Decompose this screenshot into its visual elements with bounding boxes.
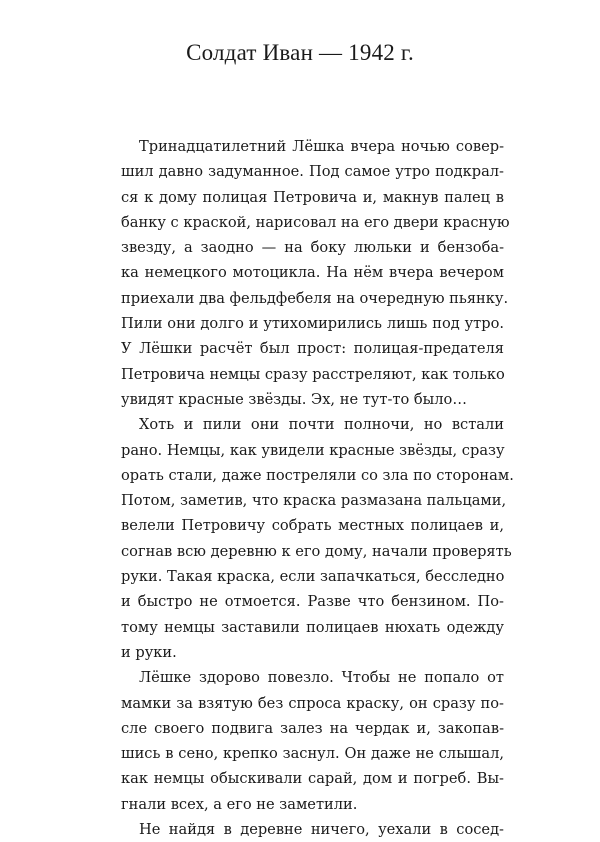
text-line: ся к дому полицая Петровича и, макнув палец в [121, 188, 504, 206]
text-line: Петровича немцы сразу расстреляют, как только [121, 365, 505, 383]
text-line: шил давно задуманное. Под самое утро подкрал- [121, 163, 504, 181]
body-text [121, 134, 514, 842]
text-line: Тринадцатилетний Лёшка вчера ночью совер- [139, 138, 504, 155]
text-line: рано. Немцы, как увидели красные звёзды, сразу [121, 441, 505, 459]
text-line: звезду, а заодно — на боку люльки и бензоба- [121, 239, 504, 257]
text-line: гнали всех, а его не заметили. [121, 795, 358, 813]
text-line: приехали два фельдфебеля на очередную пьянку. [121, 289, 509, 307]
text-line: банку с краской, нарисовал на его двери красную [121, 213, 510, 231]
text-line: ка немецкого мотоцикла. На нём вчера вечером [121, 264, 504, 282]
text-line: согнав всю деревню к его дому, начали проверять [121, 542, 512, 560]
text-line: шись в сено, крепко заснул. Он даже не слышал, [121, 745, 504, 763]
text-line: руки. Такая краска, если запачкаться, бесследно [121, 568, 505, 586]
text-line: мамки за взятую без спроса краску, он сразу по- [121, 694, 504, 712]
text-line: Потом, заметив, что краска размазана пальцами, [121, 492, 507, 510]
text-line: и быстро не отмоется. Разве что бензином. По- [121, 593, 504, 611]
chapter-title: Солдат Иван — 1942 г. [186, 40, 414, 65]
text-line: У Лёшки расчёт был прост: полицая-предателя [121, 340, 504, 358]
text-line: сле своего подвига залез на чердак и, закопав- [121, 719, 504, 737]
text-line: орать стали, даже постреляли со зла по сторонам. [121, 466, 514, 484]
text-line: как немцы обыскивали сарай, дом и погреб. Вы- [121, 770, 504, 788]
text-line: Хоть и пили они почти полночи, но встали [139, 416, 504, 434]
text-line: Лёшке здорово повезло. Чтобы не попало от [139, 669, 504, 687]
text-line: увидят красные звёзды. Эх, не тут-то было… [121, 390, 467, 408]
text-line: Пили они долго и утихомирились лишь под утро. [121, 315, 504, 333]
text-line: Не найдя в деревне ничего, уехали в сосед- [139, 821, 504, 839]
text-line: велели Петровичу собрать местных полицаев и, [121, 517, 504, 535]
text-line: тому немцы заставили полицаев нюхать одежду [121, 618, 504, 636]
text-line: и руки. [121, 643, 177, 661]
